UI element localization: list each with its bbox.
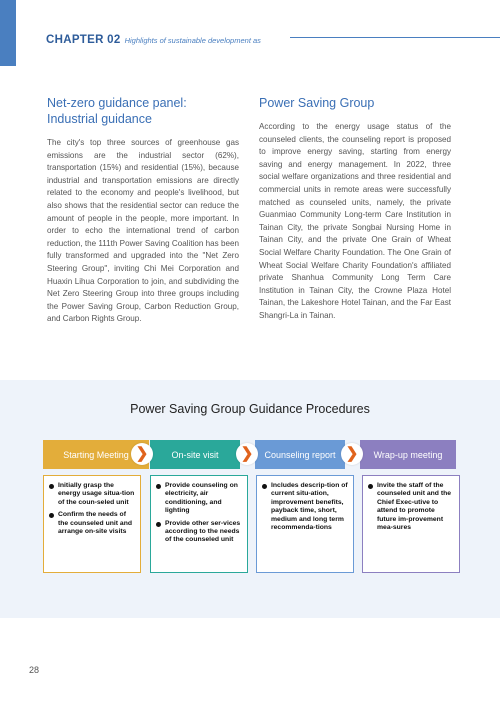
step-box-counseling-report bbox=[256, 475, 354, 573]
step-box-starting-meeting bbox=[43, 475, 141, 573]
list-item: Provide other ser-vices according to the needs of the counseled unit bbox=[156, 520, 242, 545]
step-header-counseling-report bbox=[255, 440, 345, 469]
list-item: Provide counseling on electricity, air conditioning, and lighting bbox=[156, 482, 242, 516]
chapter-label: CHAPTER 02 bbox=[46, 34, 121, 46]
right-body-text: According to the energy usage status of the counseled clients, the counseling report is proposed to improve energy saving, starting from energy saving and energy management. In 2022, three social welfare organizations and three residential and commercial units in remote areas were successfully matched as counseled units, namely, the private Guanmiao Community Long-term Care Institution in Tainan City, the private Songbai Nursing Home in Tainan City, and the private One Grain of Wheat Social Welfare Charity Foundation. The One Grain of Wheat Social Welfare Charity Foundation's affiliated private Shanhua Community Long Term Care Institution in Tainan City, the Crowne Plaza Hotel Tainan, the Lakeshore Hotel Tainan, and the Far East Shangri-La in Tainan. bbox=[259, 122, 451, 320]
procedures-title: Power Saving Group Guidance Procedures bbox=[130, 402, 370, 416]
left-section-title bbox=[47, 95, 239, 127]
step-label: Counseling report bbox=[264, 449, 336, 460]
left-column bbox=[47, 95, 239, 326]
step-box-on-site-visit bbox=[150, 475, 248, 573]
left-title-line2: Industrial guidance bbox=[47, 112, 152, 126]
chevron-right-icon: ❯ bbox=[341, 443, 363, 465]
chapter-side-tab bbox=[0, 0, 16, 66]
list-item: Invite the staff of the counseled unit and the Chief Exec-utive to attend to promote future im-provement mea-sures bbox=[368, 482, 454, 532]
step-header-on-site-visit bbox=[150, 440, 240, 469]
left-title-line1: Net-zero guidance panel: bbox=[47, 96, 187, 110]
chapter-subtitle: Highlights of sustainable development as bbox=[124, 36, 261, 45]
step-header-wrap-up-meeting bbox=[360, 440, 456, 469]
header-rule bbox=[290, 37, 500, 38]
chevron-right-icon: ❯ bbox=[131, 443, 153, 465]
page-number: 28 bbox=[29, 665, 40, 675]
step-box-wrap-up-meeting bbox=[362, 475, 460, 573]
right-section-title: Power Saving Group bbox=[259, 96, 375, 110]
step-label: Wrap-up meeting bbox=[373, 449, 443, 460]
left-body-text: The city's top three sources of greenhouse gas emissions are the industrial sector (62%), transportation (15%) and residential (15%), because industrial and transportation emissions are directly related to the economy and people's livelihood, but also shows that the residential sector can reduce the amount of people in the people, more important. In order to echo the international trend of carbon reduction, the 111th Power Saving Coalition has been fully transformed and upgraded into the "Net Zero Steering Group", inviting Chi Mei Corporation and Huaxin Lihua Corporation to join, and subdividing the Net Zero Steering Group into three groups including the Power Saving Group, Carbon Reduction Group, and Carbon Rights Group. bbox=[47, 138, 239, 324]
list-item: Initially grasp the energy usage situa-tion of the coun-seled unit bbox=[49, 482, 135, 507]
list-item: Confirm the needs of the counseled unit and arrange on-site visits bbox=[49, 511, 135, 536]
right-column bbox=[259, 95, 451, 323]
step-label: On-site visit bbox=[171, 449, 219, 460]
list-item: Includes descrip-tion of current situ-ation, improvement benefits, payback time, short, medium and long term recommenda-tions bbox=[262, 482, 348, 532]
step-label: Starting Meeting bbox=[63, 449, 129, 460]
chevron-right-icon: ❯ bbox=[236, 443, 258, 465]
chapter-header bbox=[46, 30, 486, 46]
